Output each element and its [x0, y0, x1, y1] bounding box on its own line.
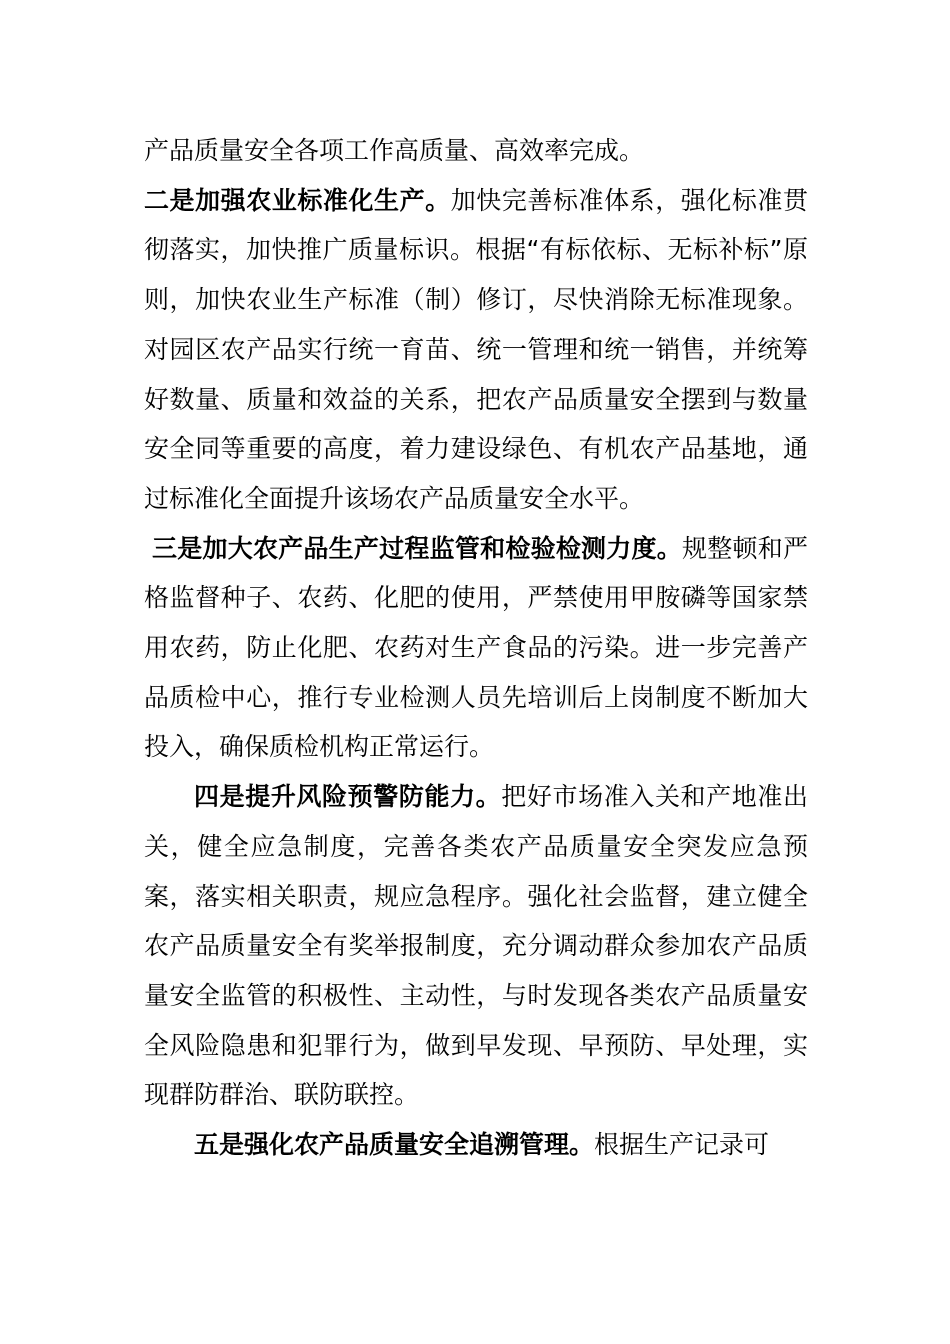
paragraph-traceability [144, 1120, 808, 1170]
document-body [144, 126, 808, 1170]
paragraph-heading: 三是加大农产品生产过程监管和检验检测力度。 [152, 533, 683, 563]
paragraph-supervision [144, 524, 808, 773]
paragraph-risk-warning [144, 772, 808, 1120]
paragraph-heading: 四是提升风险预警防能力。 [194, 782, 502, 812]
paragraph-heading: 五是强化农产品质量安全追溯管理。 [194, 1130, 595, 1160]
paragraph-standardization [144, 176, 808, 524]
paragraph-text: 产品质量安全各项工作高质量、高效率完成。 [144, 136, 645, 165]
paragraph-text: 规整顿和严格监督种子、农药、化肥的使用，严禁使用甲胺磷等国家禁用农药，防止化肥、农药对生产食品的污染。进一步完善产品质检中心，推行专业检测人员先培训后上岗制度不断加大投入，确保质检机构正常运行。 [144, 533, 808, 762]
paragraph-text: 加快完善标准体系，强化标准贯彻落实，加快推广质量标识。根据“有标依标、无标补标”原则，加快农业生产标准（制）修订，尽快消除无标准现象。对园区农产品实行统一育苗、统一管理和统一销售，并统筹好数量、质量和效益的关系，把农产品质量安全摆到与数量安全同等重要的高度，着力建设绿色、有机农产品基地，通过标准化全面提升该场农产品质量安全水平。 [144, 185, 808, 513]
paragraph-text: 根据生产记录可 [594, 1130, 770, 1160]
paragraph-heading: 二是加强农业标准化生产。 [144, 185, 451, 215]
paragraph-continuation [144, 126, 808, 176]
paragraph-text: 把好市场准入关和产地准出关，健全应急制度，完善各类农产品质量安全突发应急预案，落实相关职责，规应急程序。强化社会监督，建立健全农产品质量安全有奖举报制度，充分调动群众参加农产品质量安全监管的积极性、主动性，与时发现各类农产品质量安全风险隐患和犯罪行为，做到早发现、早预防、早处理，实现群防群治、联防联控。 [144, 782, 808, 1110]
